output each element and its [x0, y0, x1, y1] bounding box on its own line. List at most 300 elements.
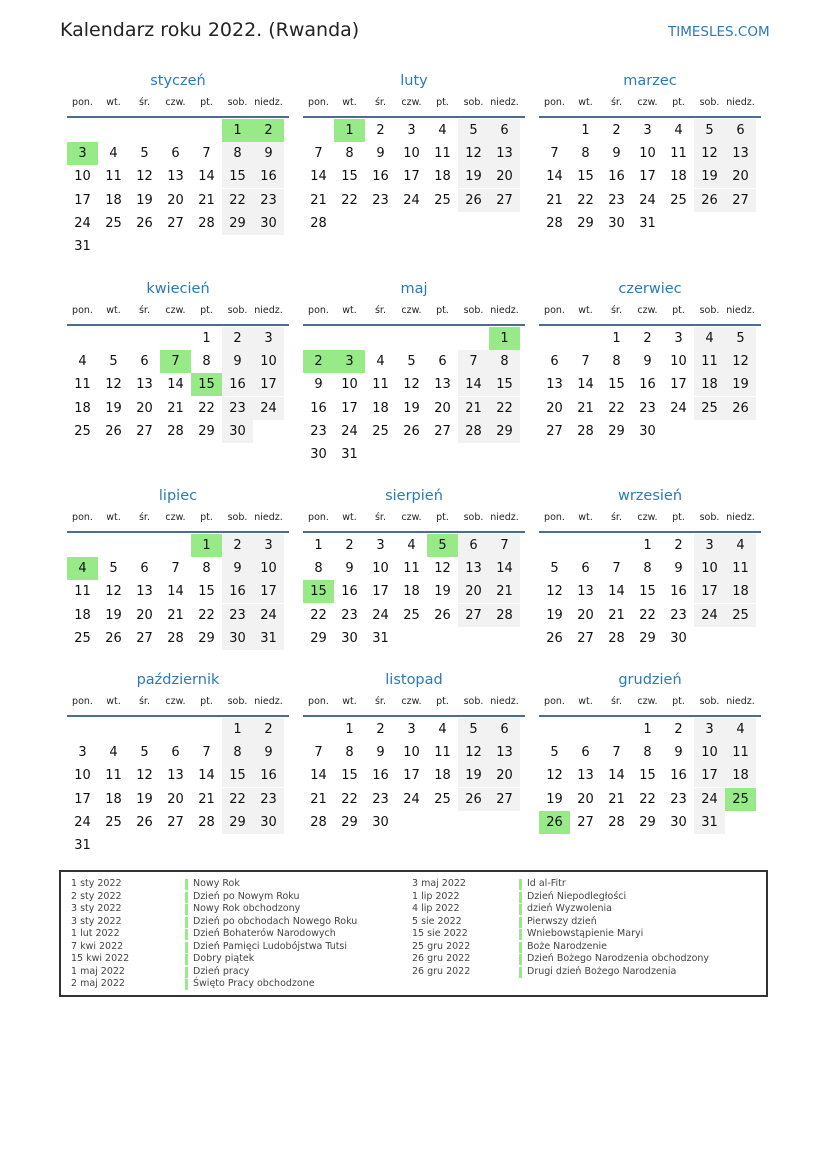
- day-cell: 7: [581, 354, 590, 370]
- day-cell: 12: [105, 584, 122, 600]
- day-cell: 6: [581, 561, 590, 577]
- weekday-label: pon.: [544, 696, 565, 707]
- legend-marker: [519, 967, 522, 978]
- day-cell: 26: [136, 814, 153, 830]
- legend-marker: [519, 917, 522, 928]
- weekday-header: [67, 305, 289, 325]
- day-cell: 14: [608, 768, 625, 784]
- weekday-label: czw.: [165, 305, 186, 316]
- legend-holiday-name: Boże Narodzenie: [527, 940, 607, 952]
- day-cell: 13: [136, 584, 153, 600]
- day-cell: 3: [253, 534, 284, 557]
- day-cell: 23: [253, 189, 284, 212]
- day-cell: 5: [458, 718, 489, 741]
- legend-marker: [185, 967, 188, 978]
- day-cell: 29: [489, 420, 520, 443]
- day-cell: 27: [577, 630, 594, 646]
- day-cell: 13: [546, 377, 563, 393]
- month-name: grudzień: [618, 672, 682, 688]
- legend-marker: [185, 892, 188, 903]
- weekday-label: pon.: [308, 512, 329, 523]
- day-cell: 18: [434, 169, 451, 185]
- day-cell: 30: [341, 630, 358, 646]
- day-cell: 5: [407, 354, 416, 370]
- weekday-label: pon.: [72, 305, 93, 316]
- day-cell: 24: [639, 192, 656, 208]
- day-cell: 20: [167, 791, 184, 807]
- day-cell: 26: [546, 630, 563, 646]
- day-cell: 22: [639, 791, 656, 807]
- month-name: listopad: [385, 672, 443, 688]
- weekday-label: wt.: [578, 696, 593, 707]
- holiday-day-cell: 2: [253, 119, 284, 142]
- day-cell: 24: [253, 604, 284, 627]
- weekday-label: czw.: [165, 512, 186, 523]
- legend-holiday-name: Dzień pracy: [193, 965, 250, 977]
- day-cell: 17: [74, 192, 91, 208]
- day-cell: 5: [109, 561, 118, 577]
- day-cell: 3: [694, 718, 725, 741]
- weekday-label: pon.: [308, 305, 329, 316]
- day-cell: 2: [222, 534, 253, 557]
- legend-date: 4 lip 2022: [412, 903, 460, 914]
- day-cell: 23: [310, 423, 327, 439]
- day-cell: 24: [372, 607, 389, 623]
- day-cell: 10: [372, 561, 389, 577]
- day-cell: 17: [670, 377, 687, 393]
- day-cell: 14: [489, 557, 520, 580]
- legend-marker: [519, 892, 522, 903]
- day-cell: 23: [372, 791, 389, 807]
- day-cell: 30: [670, 630, 687, 646]
- weekday-label: pon.: [544, 512, 565, 523]
- day-cell: 29: [198, 630, 215, 646]
- day-cell: 12: [694, 142, 725, 165]
- day-cell: 1: [202, 331, 211, 346]
- day-cell: 3: [643, 123, 652, 138]
- day-cell: 14: [608, 584, 625, 600]
- holiday-legend: [59, 870, 768, 997]
- day-cell: 15: [341, 768, 358, 784]
- day-cell: 21: [167, 607, 184, 623]
- day-cell: 26: [458, 788, 489, 811]
- day-cell: 28: [546, 215, 563, 231]
- day-cell: 18: [403, 584, 420, 600]
- month-name: styczeń: [150, 73, 206, 89]
- weekday-label: pon.: [308, 97, 329, 108]
- day-cell: 25: [74, 423, 91, 439]
- day-cell: 12: [725, 350, 756, 373]
- weekday-label: wt.: [342, 305, 357, 316]
- legend-marker: [185, 979, 188, 990]
- legend-holiday-name: Nowy Rok obchodzony: [193, 903, 301, 914]
- weekday-label: śr.: [138, 512, 150, 523]
- header-divider: [539, 116, 761, 118]
- legend-date: 2 maj 2022: [71, 978, 125, 989]
- day-cell: 25: [434, 192, 451, 208]
- day-cell: 29: [222, 811, 253, 834]
- day-cell: 15: [222, 165, 253, 188]
- weekday-header: [303, 512, 525, 532]
- day-cell: 11: [105, 768, 122, 784]
- day-cell: 7: [458, 350, 489, 373]
- day-cell: 28: [608, 630, 625, 646]
- day-cell: 9: [612, 146, 621, 162]
- day-cell: 25: [403, 607, 420, 623]
- weekday-label: czw.: [165, 696, 186, 707]
- day-cell: 20: [434, 400, 451, 416]
- day-cell: 7: [314, 146, 323, 162]
- day-cell: 9: [643, 354, 652, 370]
- day-cell: 8: [345, 146, 354, 162]
- day-cell: 18: [74, 400, 91, 416]
- weekday-label: niedz.: [490, 512, 519, 523]
- legend-marker: [185, 942, 188, 953]
- weekday-label: wt.: [106, 696, 121, 707]
- legend-marker: [519, 904, 522, 915]
- header-divider: [303, 116, 525, 118]
- day-cell: 13: [489, 741, 520, 764]
- weekday-label: pt.: [200, 512, 213, 523]
- day-cell: 24: [403, 192, 420, 208]
- holiday-day-cell: 15: [191, 373, 222, 396]
- day-cell: 11: [434, 745, 451, 761]
- legend-date: 26 gru 2022: [412, 965, 471, 977]
- day-cell: 18: [725, 764, 756, 787]
- day-cell: 19: [403, 400, 420, 416]
- day-cell: 11: [74, 377, 91, 393]
- legend-holiday-name: Wniebowstąpienie Maryi: [527, 928, 644, 939]
- day-cell: 11: [725, 557, 756, 580]
- weekday-label: niedz.: [490, 696, 519, 707]
- weekday-label: czw.: [401, 305, 422, 316]
- day-cell: 17: [694, 764, 725, 787]
- day-cell: 3: [253, 327, 284, 350]
- day-cell: 30: [222, 627, 253, 650]
- weekday-label: wt.: [106, 512, 121, 523]
- day-cell: 6: [171, 745, 180, 761]
- day-cell: 27: [434, 423, 451, 439]
- weekday-header: [67, 696, 289, 716]
- holiday-day-cell: 3: [334, 350, 365, 373]
- day-cell: 29: [639, 814, 656, 830]
- day-cell: 8: [202, 354, 211, 370]
- day-cell: 21: [608, 791, 625, 807]
- day-cell: 12: [403, 377, 420, 393]
- legend-holiday-name: Pierwszy dzień: [527, 915, 597, 927]
- month-name: luty: [400, 73, 428, 89]
- day-cell: 31: [341, 447, 358, 462]
- weekday-label: pt.: [672, 696, 685, 707]
- holiday-day-cell: 1: [222, 119, 253, 142]
- day-cell: 4: [109, 745, 118, 761]
- weekday-label: śr.: [138, 305, 150, 316]
- day-cell: 24: [74, 814, 91, 830]
- day-cell: 16: [253, 165, 284, 188]
- day-cell: 22: [198, 607, 215, 623]
- day-cell: 3: [376, 538, 385, 553]
- day-cell: 12: [136, 169, 153, 185]
- day-cell: 10: [694, 741, 725, 764]
- day-cell: 23: [639, 400, 656, 416]
- day-cell: 25: [372, 423, 389, 439]
- day-cell: 27: [136, 630, 153, 646]
- weekday-header: [539, 512, 761, 532]
- day-cell: 18: [74, 607, 91, 623]
- day-cell: 9: [253, 142, 284, 165]
- day-cell: 20: [167, 192, 184, 208]
- day-cell: 19: [694, 165, 725, 188]
- day-cell: 3: [78, 745, 87, 761]
- day-cell: 7: [202, 745, 211, 761]
- day-cell: 13: [458, 557, 489, 580]
- day-cell: 30: [310, 447, 327, 462]
- day-cell: 4: [725, 534, 756, 557]
- weekday-label: śr.: [138, 97, 150, 108]
- day-cell: 8: [345, 745, 354, 761]
- month-name: czerwiec: [618, 281, 682, 297]
- day-cell: 8: [581, 146, 590, 162]
- day-cell: 22: [222, 788, 253, 811]
- day-cell: 31: [253, 627, 284, 650]
- day-cell: 21: [198, 791, 215, 807]
- header-divider: [67, 531, 289, 533]
- day-cell: 6: [171, 146, 180, 162]
- weekday-label: śr.: [138, 696, 150, 707]
- weekday-label: sob.: [227, 97, 248, 108]
- day-cell: 4: [725, 718, 756, 741]
- day-cell: 10: [74, 169, 91, 185]
- weekday-label: śr.: [374, 696, 386, 707]
- day-cell: 25: [74, 630, 91, 646]
- day-cell: 24: [253, 397, 284, 420]
- day-cell: 6: [458, 534, 489, 557]
- day-cell: 17: [253, 580, 284, 603]
- weekday-label: pon.: [72, 512, 93, 523]
- day-cell: 9: [674, 745, 683, 761]
- weekday-label: wt.: [578, 305, 593, 316]
- legend-holiday-name: Dzień Niepodległości: [527, 890, 627, 902]
- day-cell: 30: [639, 423, 656, 439]
- legend-marker: [185, 879, 188, 890]
- day-cell: 14: [198, 169, 215, 185]
- weekday-label: śr.: [374, 305, 386, 316]
- weekday-label: niedz.: [726, 305, 755, 316]
- day-cell: 5: [140, 745, 149, 761]
- legend-holiday-name: Dobry piątek: [193, 953, 255, 964]
- day-cell: 13: [136, 377, 153, 393]
- weekday-label: pt.: [200, 305, 213, 316]
- holiday-day-cell: 7: [160, 350, 191, 373]
- day-cell: 22: [198, 400, 215, 416]
- weekday-label: niedz.: [726, 97, 755, 108]
- day-cell: 11: [403, 561, 420, 577]
- weekday-label: śr.: [610, 305, 622, 316]
- weekday-label: pt.: [672, 97, 685, 108]
- day-cell: 4: [674, 123, 683, 138]
- day-cell: 16: [670, 768, 687, 784]
- legend-marker: [185, 954, 188, 965]
- legend-marker: [185, 904, 188, 915]
- weekday-label: pon.: [72, 696, 93, 707]
- day-cell: 19: [136, 791, 153, 807]
- day-cell: 19: [725, 373, 756, 396]
- day-cell: 4: [694, 327, 725, 350]
- day-cell: 7: [612, 745, 621, 761]
- day-cell: 21: [489, 580, 520, 603]
- legend-holiday-name: Id al-Fitr: [527, 878, 566, 889]
- day-cell: 4: [376, 354, 385, 370]
- weekday-label: czw.: [401, 97, 422, 108]
- site-link[interactable]: TIMESLES.COM: [668, 24, 770, 40]
- day-cell: 3: [674, 331, 683, 346]
- day-cell: 11: [670, 146, 687, 162]
- day-cell: 12: [546, 768, 563, 784]
- day-cell: 27: [577, 814, 594, 830]
- day-cell: 30: [253, 811, 284, 834]
- legend-date: 1 lut 2022: [71, 928, 120, 939]
- weekday-label: sob.: [227, 512, 248, 523]
- day-cell: 6: [489, 119, 520, 142]
- weekday-header: [303, 97, 525, 117]
- day-cell: 8: [489, 350, 520, 373]
- day-cell: 19: [105, 400, 122, 416]
- day-cell: 9: [376, 745, 385, 761]
- day-cell: 10: [403, 146, 420, 162]
- header-divider: [67, 324, 289, 326]
- weekday-label: wt.: [342, 512, 357, 523]
- weekday-label: pt.: [436, 512, 449, 523]
- weekday-label: czw.: [401, 512, 422, 523]
- legend-date: 7 kwi 2022: [71, 940, 124, 952]
- weekday-label: śr.: [374, 512, 386, 523]
- day-cell: 10: [694, 557, 725, 580]
- day-cell: 10: [253, 557, 284, 580]
- day-cell: 6: [725, 119, 756, 142]
- day-cell: 24: [694, 604, 725, 627]
- day-cell: 16: [253, 764, 284, 787]
- day-cell: 2: [376, 123, 385, 138]
- weekday-label: sob.: [463, 696, 484, 707]
- legend-marker: [185, 917, 188, 928]
- day-cell: 15: [639, 584, 656, 600]
- weekday-header: [539, 696, 761, 716]
- page-title: Kalendarz roku 2022. (Rwanda): [60, 19, 360, 41]
- day-cell: 29: [639, 630, 656, 646]
- day-cell: 21: [198, 192, 215, 208]
- day-cell: 8: [643, 745, 652, 761]
- day-cell: 30: [253, 212, 284, 235]
- weekday-label: wt.: [106, 305, 121, 316]
- day-cell: 25: [725, 604, 756, 627]
- day-cell: 15: [198, 584, 215, 600]
- day-cell: 14: [198, 768, 215, 784]
- weekday-label: niedz.: [726, 696, 755, 707]
- weekday-label: śr.: [374, 97, 386, 108]
- legend-date: 3 maj 2022: [412, 878, 466, 889]
- day-cell: 4: [407, 538, 416, 553]
- day-cell: 25: [105, 215, 122, 231]
- day-cell: 4: [78, 354, 87, 370]
- day-cell: 7: [550, 146, 559, 162]
- day-cell: 18: [694, 373, 725, 396]
- legend-holiday-name: Dzień Bohaterów Narodowych: [193, 928, 336, 939]
- day-cell: 10: [253, 350, 284, 373]
- day-cell: 15: [341, 169, 358, 185]
- day-cell: 29: [310, 630, 327, 646]
- weekday-label: sob.: [699, 305, 720, 316]
- day-cell: 2: [674, 538, 683, 553]
- day-cell: 29: [608, 423, 625, 439]
- month-name: maj: [400, 281, 428, 297]
- day-cell: 16: [310, 400, 327, 416]
- day-cell: 1: [643, 538, 652, 553]
- day-cell: 12: [136, 768, 153, 784]
- legend-holiday-name: Nowy Rok: [193, 878, 240, 889]
- header-divider: [67, 715, 289, 717]
- day-cell: 16: [372, 169, 389, 185]
- legend-date: 1 maj 2022: [71, 965, 125, 977]
- day-cell: 7: [314, 745, 323, 761]
- day-cell: 18: [725, 580, 756, 603]
- day-cell: 2: [612, 123, 621, 138]
- day-cell: 11: [434, 146, 451, 162]
- day-cell: 17: [639, 169, 656, 185]
- weekday-label: sob.: [699, 97, 720, 108]
- weekday-label: pt.: [436, 97, 449, 108]
- day-cell: 14: [546, 169, 563, 185]
- weekday-label: wt.: [578, 97, 593, 108]
- day-cell: 17: [403, 169, 420, 185]
- weekday-label: pon.: [544, 97, 565, 108]
- day-cell: 9: [345, 561, 354, 577]
- day-cell: 23: [670, 791, 687, 807]
- day-cell: 5: [109, 354, 118, 370]
- day-cell: 21: [546, 192, 563, 208]
- header-divider: [539, 324, 761, 326]
- day-cell: 30: [372, 814, 389, 830]
- legend-date: 15 sie 2022: [412, 928, 468, 939]
- day-cell: 23: [222, 604, 253, 627]
- weekday-label: pt.: [436, 305, 449, 316]
- weekday-label: czw.: [637, 305, 658, 316]
- day-cell: 22: [341, 192, 358, 208]
- day-cell: 15: [577, 169, 594, 185]
- day-cell: 12: [458, 741, 489, 764]
- day-cell: 31: [372, 630, 389, 646]
- day-cell: 22: [341, 791, 358, 807]
- day-cell: 16: [341, 584, 358, 600]
- day-cell: 13: [167, 169, 184, 185]
- day-cell: 25: [434, 791, 451, 807]
- weekday-label: wt.: [106, 97, 121, 108]
- holiday-day-cell: 4: [67, 557, 98, 580]
- day-cell: 8: [202, 561, 211, 577]
- day-cell: 1: [222, 718, 253, 741]
- legend-date: 3 sty 2022: [71, 903, 122, 914]
- day-cell: 10: [403, 745, 420, 761]
- day-cell: 28: [198, 215, 215, 231]
- day-cell: 18: [434, 768, 451, 784]
- day-cell: 18: [372, 400, 389, 416]
- day-cell: 21: [310, 192, 327, 208]
- legend-marker: [519, 879, 522, 890]
- day-cell: 20: [136, 400, 153, 416]
- legend-marker: [185, 929, 188, 940]
- day-cell: 17: [341, 400, 358, 416]
- day-cell: 1: [612, 331, 621, 346]
- holiday-day-cell: 3: [67, 142, 98, 165]
